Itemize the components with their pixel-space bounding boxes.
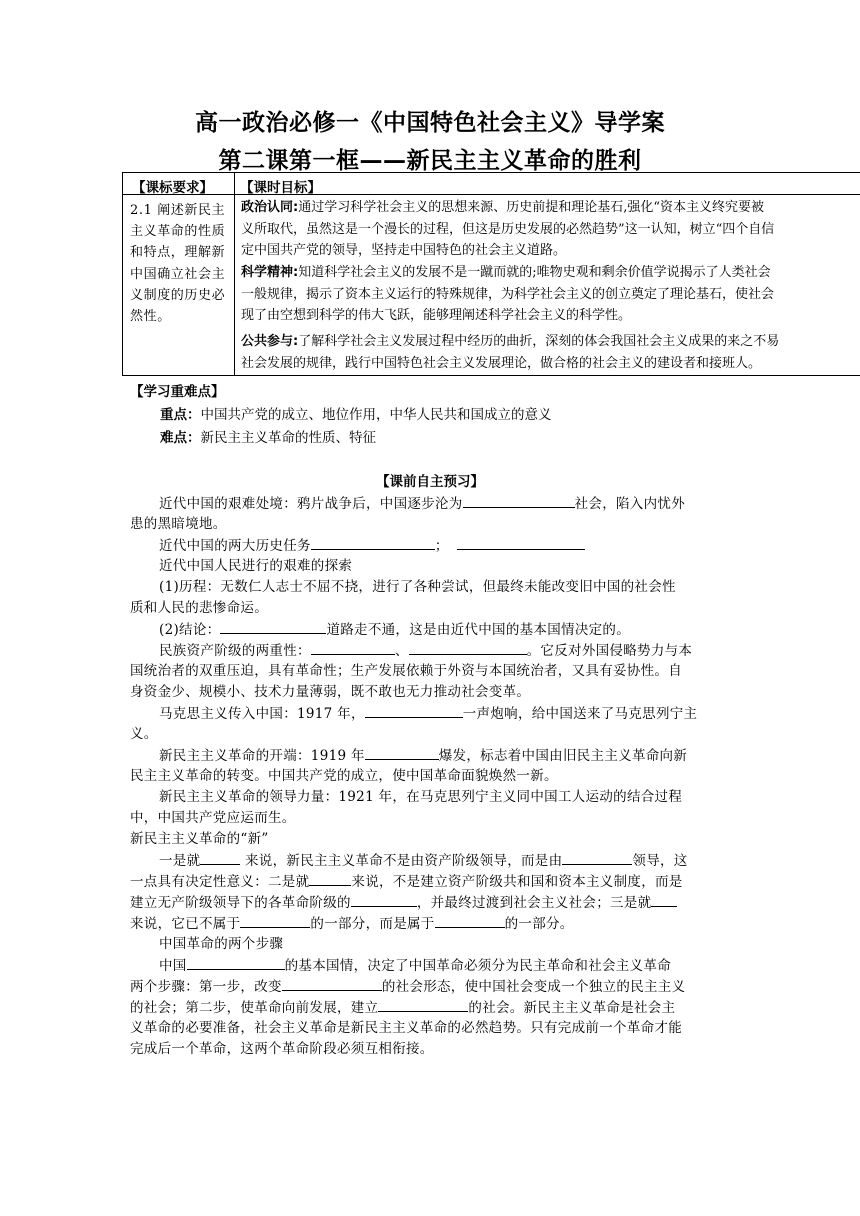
text-line: 马克思主义传入中国：1917 年， 一声炮响，给中国送来了马克思列宁主 [130,703,730,724]
difficulty-line: 难点：新民主主义革命的性质、特征 [160,430,376,446]
fill-blank[interactable] [351,892,417,907]
text-line: 民族资产阶级的两重性： 、 。它反对外国侵略势力与本 [130,640,730,661]
text-line: 国统治者的双重压迫，具有革命性；生产发展依赖于外资与本国统治者，又具有妥协性。自 [130,663,682,679]
text-line: 义。 [130,726,158,742]
fill-blank[interactable] [282,976,382,991]
text-line: 来说，它已不属于 的一部分，而是属于 的一部分。 [130,913,730,934]
text-line: 患的黑暗境地。 [130,516,227,532]
text-line: 身资金少、规模小、技术力量薄弱，既不敢也无力推动社会变革。 [130,684,531,700]
text-line: (2)结论： 道路走不通，这是由近代中国的基本国情决定的。 [130,619,730,640]
table-top-border [122,172,860,173]
fill-blank[interactable] [651,892,677,907]
text-line: (1)历程：无数仁人志士不屈不挠，进行了各种尝试，但最终未能改变旧中国的社会性 [159,579,676,595]
fill-blank[interactable] [311,640,395,655]
fill-blank[interactable] [187,955,285,970]
text-line: 新民主主义革命的开端：1919 年 爆发，标志着中国由旧民主主义革命向新 [130,745,730,766]
text-line: 近代中国人民进行的艰难的探索 [159,558,353,574]
text-line: 近代中国的艰难处境：鸦片战争后，中国逐步沦为 社会，陷入内忧外 [130,493,730,514]
text-line: 民主主义革命的转变。中国共产党的成立，使中国革命面貌焕然一新。 [130,768,558,784]
fill-blank[interactable] [378,997,468,1012]
text-line: 新民主主义革命的“新” [130,831,269,847]
text-line: 质和人民的悲惨命运。 [130,600,268,616]
page-title: 高一政治必修一《中国特色社会主义》导学案 [195,110,665,136]
text-line: 建立无产阶级领导下的各革命阶级的 ，并最终过渡到社会主义社会；三是就 [130,892,730,913]
text-line: 一点具有决定性意义：二是就 来说，不是建立资产阶级共和国和资本主义制度，而是 [130,871,730,892]
text-line: 完成后一个革命，这两个革命阶段必须互相衔接。 [130,1041,434,1057]
fill-blank[interactable] [365,703,463,718]
fill-blank[interactable] [435,913,505,928]
table-divider [234,172,235,375]
requirement-text: 2.1 阐述新民主主义革命的性质和特点，理解新中国确立社会主义制度的历史必然性。 [130,203,226,325]
preview-body [130,493,730,1060]
fill-blank[interactable] [457,535,585,550]
table-bottom-border [122,375,860,376]
text-line: 一是就 来说，新民主主义革命不是由资产阶级领导，而是由 领导，这 [130,850,730,871]
key-points-heading: 【学习重难点】 [130,384,225,400]
fill-blank[interactable] [311,535,435,550]
text-line: 近代中国的两大历史任务 ； [130,535,730,556]
table-left-border [122,172,123,375]
fill-blank[interactable] [409,640,527,655]
text-line: 中国革命的两个步骤 [159,936,284,952]
fill-blank[interactable] [220,619,326,634]
text-line: 中，中国共产党应运而生。 [130,810,296,826]
goal-scientific-spirit: 科学精神:知道科学社会主义的发展不是一蹴而就的;唯物史观和剩余价值学说揭示了人类社会 一般规律，揭示了资本主义运行的特殊规律，为科学社会主义的创立奠定了理论基石，使社会 现了由空想到科学的伟大飞跃，能够理阐述科学社会主义的科学性。 [241,265,775,323]
goal-label: 科学精神: [241,265,299,280]
fill-blank[interactable] [200,850,240,865]
requirement-header: 【课标要求】 [132,180,213,196]
focus-line: 重点：中国共产党的成立、地位作用，中华人民共和国成立的意义 [160,407,552,423]
fill-blank[interactable] [365,745,439,760]
preview-heading: 【课前自主预习】 [376,474,484,490]
goal-label: 公共参与: [241,334,299,349]
text-line: 中国 的基本国情，决定了中国革命必须分为民主革命和社会主义革命 [130,955,730,976]
fill-blank[interactable] [240,913,310,928]
table-header-border [122,194,860,195]
fill-blank[interactable] [463,493,575,508]
fill-blank[interactable] [309,871,351,886]
text-line: 义革命的必要准备，社会主义革命是新民主主义革命的必然趋势。只有完成前一个革命才能 [130,1020,682,1036]
goal-public-participation: 公共参与:了解科学社会主义发展过程中经历的曲折，深刻的体会我国社会主义成果的来之不易 社会发展的规律，践行中国特色社会主义发展理论，做合格的社会主义的建设者和接班人。 [241,334,780,371]
goal-political-identity: 政治认同:通过学习科学社会主义的思想来源、历史前提和理论基石,强化“资本主义终究要被 义所取代，虽然这是一个漫长的过程，但这是历史发展的必然趋势”这一认知，树立“四个自信 定中国共产党的领导，坚持走中国特色的社会主义道路。 [241,200,775,258]
text-line: 新民主主义革命的领导力量：1921 年，在马克思列宁主义同中国工人运动的结合过程 [159,789,683,805]
fill-blank[interactable] [562,850,632,865]
text-line: 的社会；第二步，使革命向前发展，建立 的社会。新民主主义革命是社会主 [130,997,730,1018]
goal-label: 政治认同: [241,200,299,215]
goals-header: 【课时目标】 [240,180,321,196]
text-line: 两个步骤：第一步，改变 的社会形态，使中国社会变成一个独立的民主主义 [130,976,730,997]
page-subtitle: 第二课第一框——新民主主义革命的胜利 [218,148,642,174]
